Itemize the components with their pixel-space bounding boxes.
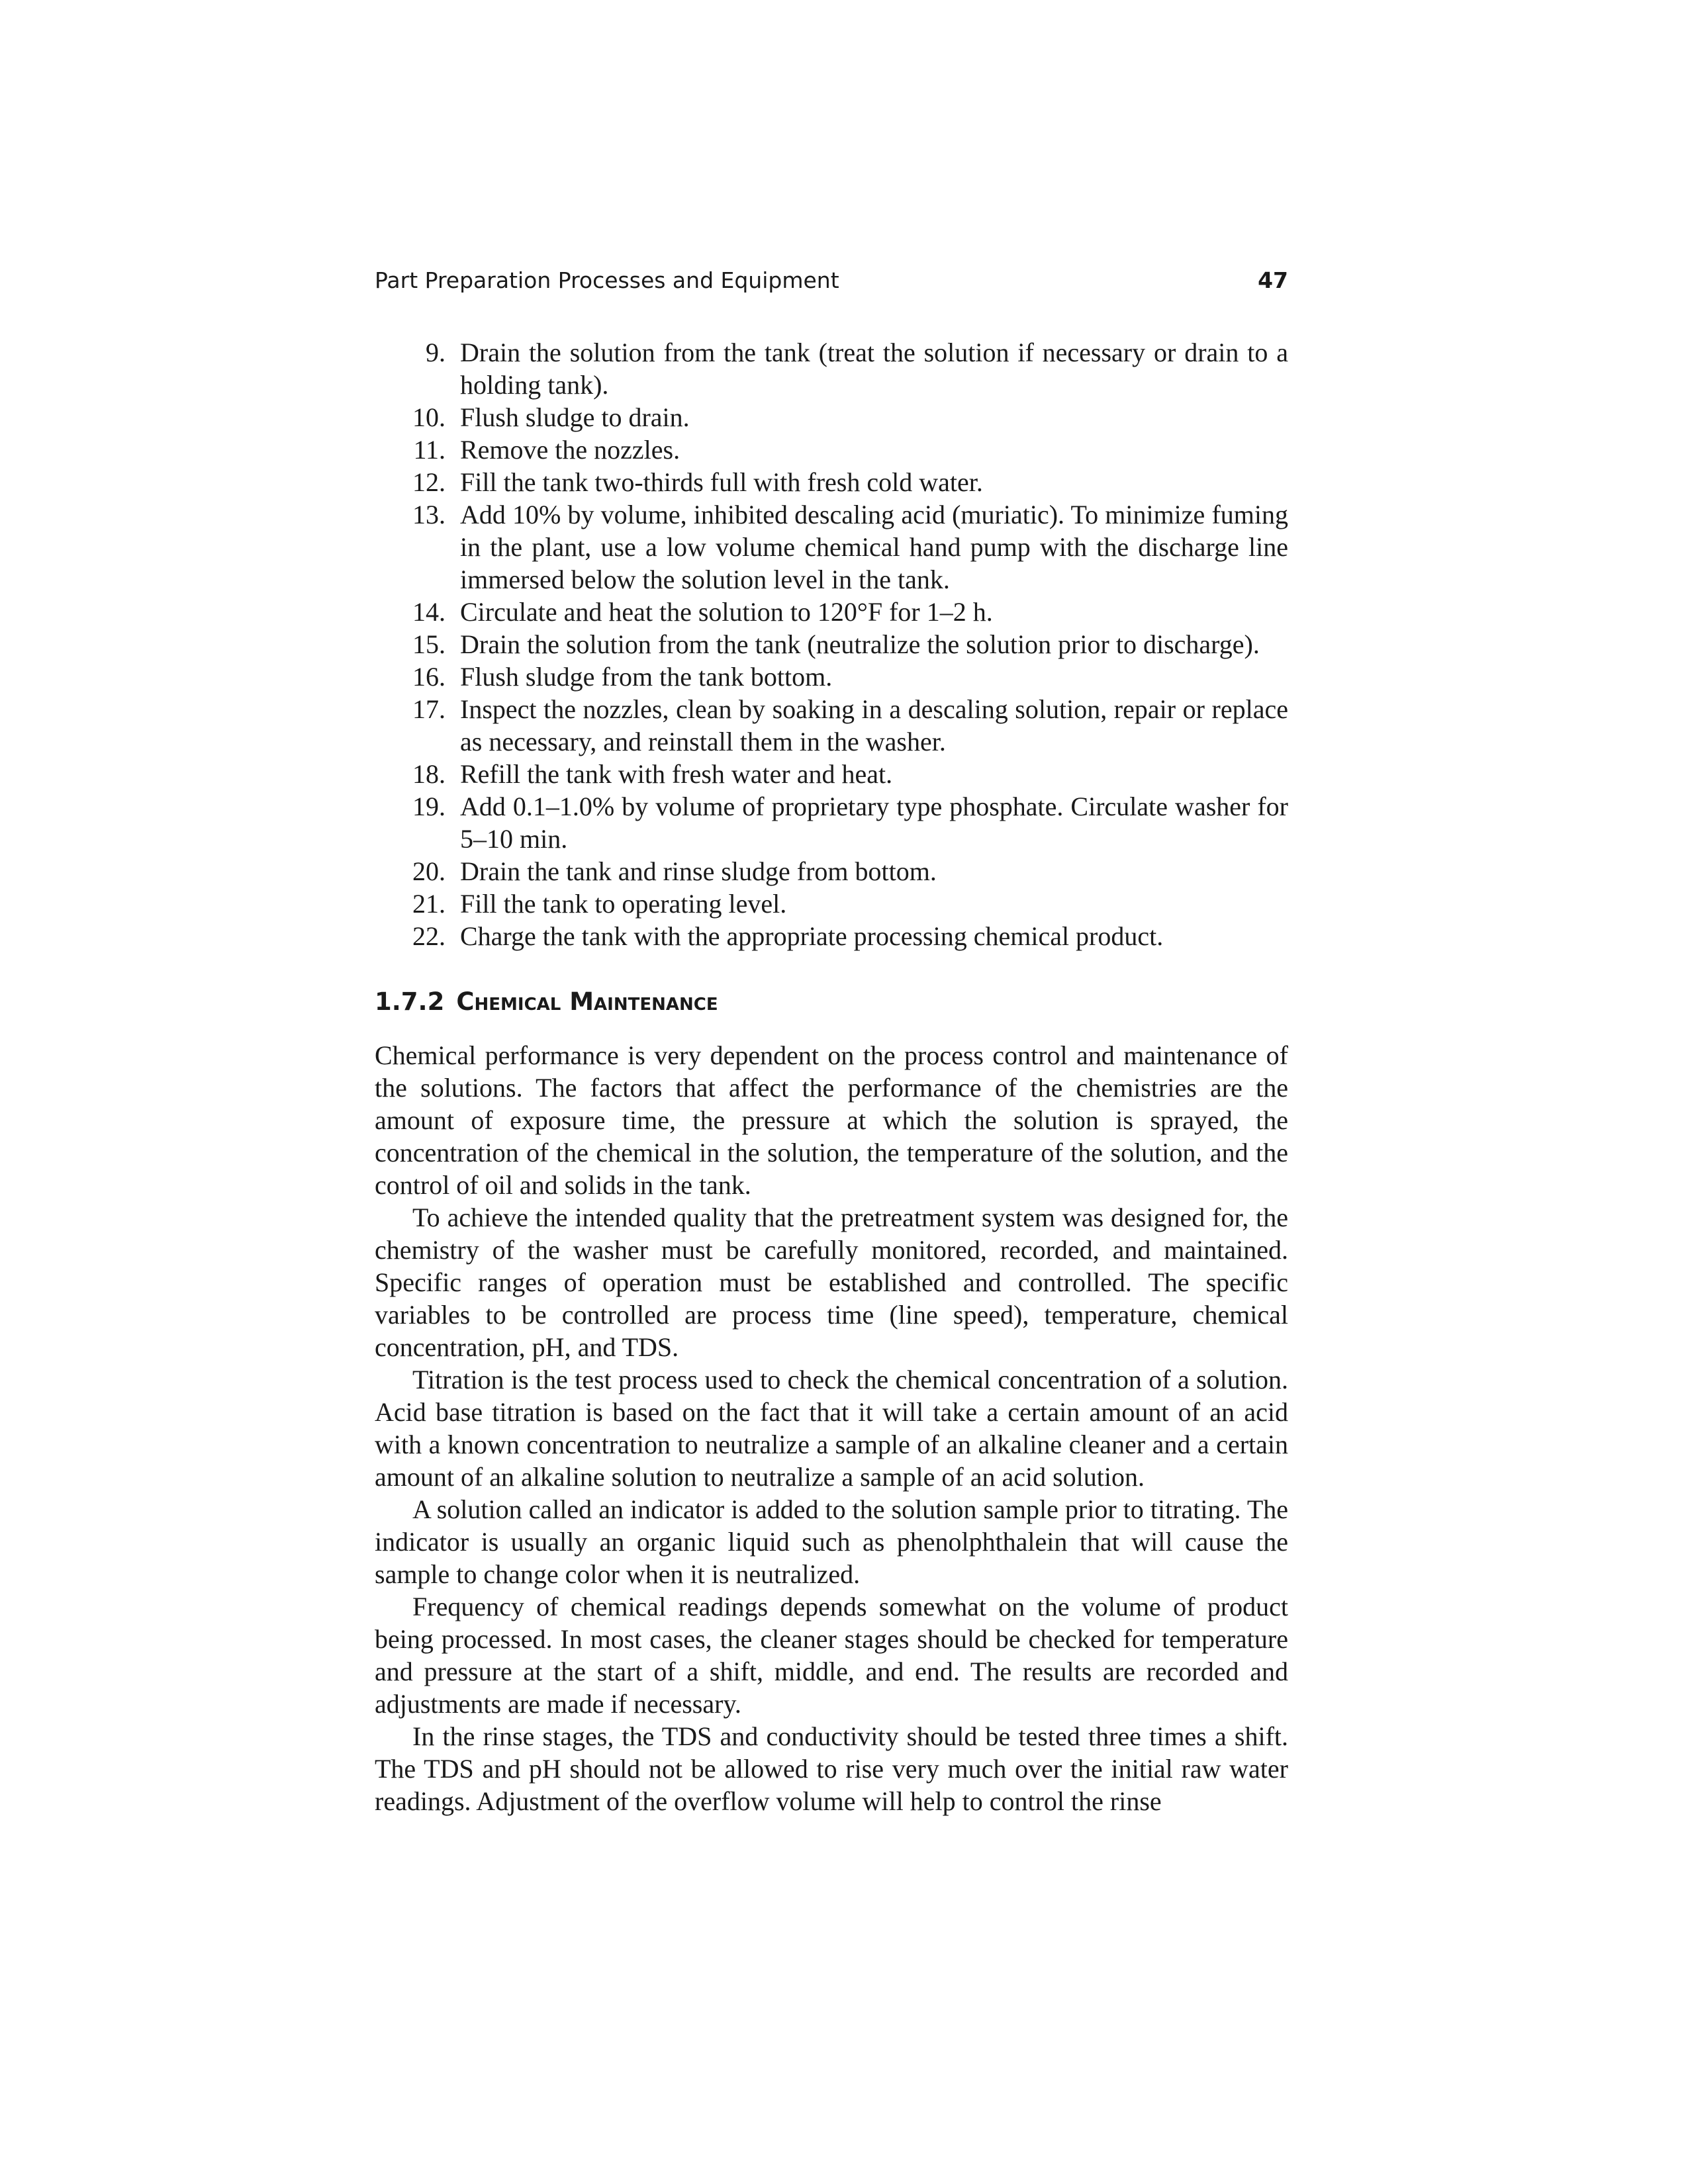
step-number: 17. (412, 694, 445, 724)
step-number: 16. (412, 662, 445, 692)
paragraph: Frequency of chemical readings depends somewhat on the volume of product being processed. In most cases, the cleaner stages should be checked for temperature and pressure at the start of a shift, middle, and end. The results are recorded and adjustments are made if necessary. (375, 1592, 1288, 1719)
step-number: 9. (426, 338, 445, 367)
step-text: Refill the tank with fresh water and heat. (460, 759, 893, 789)
step-text: Flush sludge to drain. (460, 402, 690, 432)
step-number: 19. (412, 792, 445, 821)
step-number: 10. (412, 402, 445, 432)
list-item (375, 887, 1288, 920)
step-text: Flush sludge from the tank bottom. (460, 662, 833, 692)
list-item (375, 790, 1288, 855)
paragraph: A solution called an indicator is added to the solution sample prior to titrating. The indicator is usually an organic liquid such as phenolphthalein that will cause the sample to change color when it is neutralized. (375, 1494, 1288, 1589)
list-item (375, 433, 1288, 466)
list-item (375, 920, 1288, 952)
list-item (375, 466, 1288, 498)
list-item (375, 596, 1288, 628)
step-number: 15. (412, 629, 445, 659)
step-text: Circulate and heat the solution to 120°F for 1–2 h. (460, 597, 993, 627)
list-item (375, 498, 1288, 596)
section-title: Chemical Maintenance (456, 987, 718, 1016)
section-number: 1.7.2 (375, 987, 445, 1016)
step-text: Drain the tank and rinse sludge from bottom. (460, 856, 937, 886)
step-text: Remove the nozzles. (460, 435, 680, 465)
paragraph: Titration is the test process used to check the chemical concentration of a solution. Acid base titration is based on the fact that it will take a certain amount of an acid with a known concentration to neutralize a sample of an alkaline cleaner and a certain amount of an alkaline solution to neutralize a sample of an acid solution. (375, 1365, 1288, 1492)
step-number: 22. (412, 921, 445, 951)
running-title: Part Preparation Processes and Equipment (375, 267, 839, 293)
book-page (375, 265, 1288, 1817)
procedure-steps-list (375, 336, 1288, 952)
step-number: 21. (412, 889, 445, 919)
list-item (375, 660, 1288, 693)
step-number: 13. (412, 500, 445, 529)
step-text: Add 0.1–1.0% by volume of proprietary type phosphate. Circulate washer for 5–10 min. (460, 792, 1288, 854)
list-item (375, 336, 1288, 401)
step-number: 14. (412, 597, 445, 627)
step-number: 18. (412, 759, 445, 789)
step-number: 11. (413, 435, 445, 465)
step-text: Add 10% by volume, inhibited descaling acid (muriatic). To minimize fuming in the plant, use a low volume chemical hand pump with the discharge line immersed below the solution level in the tank. (460, 500, 1288, 594)
paragraph: Chemical performance is very dependent on the process control and maintenance of the solutions. The factors that affect the performance of the chemistries are the amount of exposure time, the pressure at which the solution is sprayed, the concentration of the chemical in the solution, the temperature of the solution, and the control of oil and solids in the tank. (375, 1040, 1288, 1200)
paragraph: To achieve the intended quality that the pretreatment system was designed for, the chemistry of the washer must be carefully monitored, recorded, and maintained. Specific ranges of operation must be established and controlled. The specific variables to be controlled are process time (line speed), temperature, chemical concentration, pH, and TDS. (375, 1203, 1288, 1362)
step-text: Fill the tank two-thirds full with fresh cold water. (460, 467, 983, 497)
list-item (375, 855, 1288, 887)
page-number: 47 (1258, 267, 1288, 293)
paragraph: In the rinse stages, the TDS and conductivity should be tested three times a shift. The TDS and pH should not be allowed to rise very much over the initial raw water readings. Adjustment of the overflow volume will help to control the rinse (375, 1721, 1288, 1816)
section-heading (375, 986, 1288, 1019)
list-item (375, 628, 1288, 660)
step-text: Drain the solution from the tank (neutralize the solution prior to discharge). (460, 629, 1260, 659)
step-text: Inspect the nozzles, clean by soaking in a descaling solution, repair or replace as necessary, and reinstall them in the washer. (460, 694, 1288, 756)
step-number: 20. (412, 856, 445, 886)
body-text (375, 1039, 1288, 1817)
step-text: Fill the tank to operating level. (460, 889, 787, 919)
list-item (375, 758, 1288, 790)
step-text: Drain the solution from the tank (treat the solution if necessary or drain to a holding tank). (460, 338, 1288, 400)
step-text: Charge the tank with the appropriate processing chemical product. (460, 921, 1164, 951)
list-item (375, 693, 1288, 758)
step-number: 12. (412, 467, 445, 497)
running-header (375, 265, 1288, 296)
list-item (375, 401, 1288, 433)
